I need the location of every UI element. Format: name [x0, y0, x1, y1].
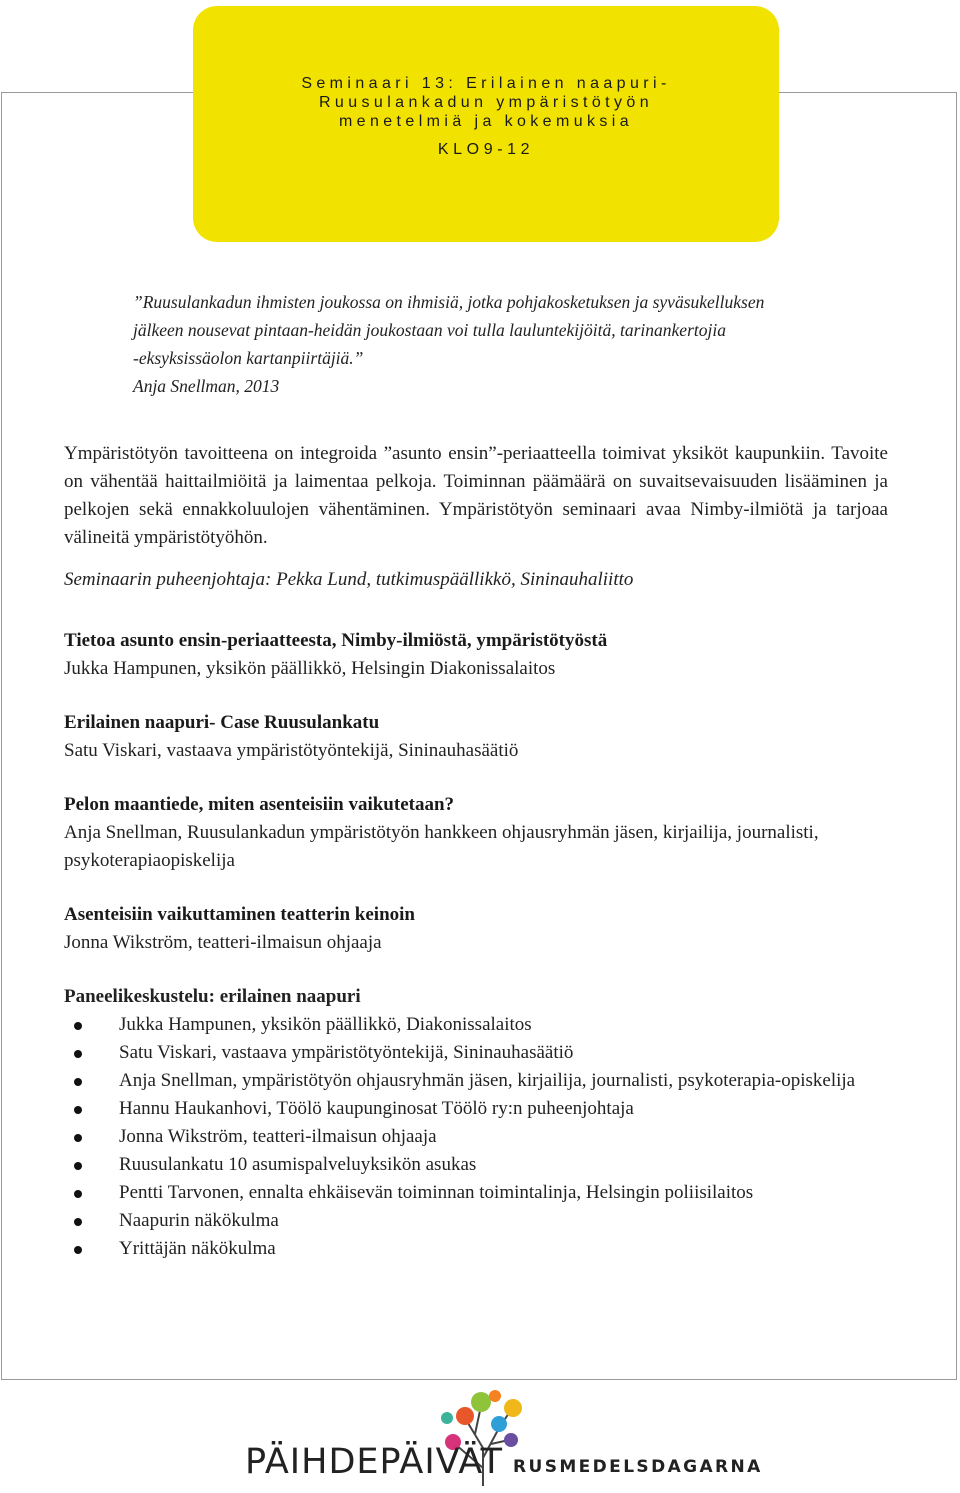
panel-member-list — [64, 1011, 888, 1263]
talk-title: Asenteisiin vaikuttaminen teatterin keinoin — [64, 904, 415, 925]
paihdepaivat-logo — [245, 1388, 763, 1488]
banner-title-line-1: Seminaari 13: Erilainen naapuri- — [301, 75, 671, 92]
panel-member: Yrittäjän näkökulma — [64, 1235, 888, 1263]
panel-member: Jukka Hampunen, yksikön päällikkö, Diakonissalaitos — [64, 1011, 888, 1039]
banner-time: KLO9-12 — [437, 141, 535, 158]
panel-member: Ruusulankatu 10 asumispalveluyksikön asukas — [64, 1151, 888, 1179]
quote-line: -eksyksissäolon kartanpiirtäjiä.” — [133, 348, 364, 368]
quote-line: ”Ruusulankadun ihmisten joukossa on ihmisiä, jotka pohjakosketuksen ja syväsukelluksen — [133, 292, 765, 312]
panel-member: Naapurin näkökulma — [64, 1207, 888, 1235]
program-content — [64, 440, 888, 1263]
talk-title: Tietoa asunto ensin-periaatteesta, Nimby-ilmiöstä, ympäristötyöstä — [64, 630, 608, 651]
talk-item — [64, 627, 888, 683]
seminar-banner — [193, 6, 779, 242]
talk-item — [64, 709, 888, 765]
panel-title: Paneelikeskustelu: erilainen naapuri — [64, 986, 361, 1007]
talk-item — [64, 901, 888, 957]
panel-member: Satu Viskari, vastaava ympäristötyöntekijä, Sininauhasäätiö — [64, 1039, 888, 1067]
logo-wordmark-swedish: RUSMEDELSDAGARNA — [513, 1457, 763, 1477]
talk-item — [64, 791, 888, 875]
talk-title: Erilainen naapuri- Case Ruusulankatu — [64, 712, 380, 733]
quote-author: Anja Snellman, 2013 — [133, 376, 280, 396]
panel-member: Anja Snellman, ympäristötyön ohjausryhmän jäsen, kirjailija, journalisti, psykoterapia-opiskelija — [64, 1067, 888, 1095]
talk-speaker: Jonna Wikström, teatteri-ilmaisun ohjaaja — [64, 932, 382, 953]
banner-title-line-2: Ruusulankadun ympäristötyön — [318, 94, 654, 111]
panel-member: Hannu Haukanhovi, Töölö kaupunginosat Töölö ry:n puheenjohtaja — [64, 1095, 888, 1123]
banner-title-line-3: menetelmiä ja kokemuksia — [338, 113, 634, 130]
talk-speaker: Anja Snellman, Ruusulankadun ympäristötyön hankkeen ohjausryhmän jäsen, kirjailija, journalisti, psykoterapiaopiskelija — [64, 822, 819, 871]
talk-speaker: Jukka Hampunen, yksikön päällikkö, Helsingin Diakonissalaitos — [64, 658, 556, 679]
logo-wordmark: PÄIHDEPÄIVÄT — [245, 1442, 503, 1482]
talk-speaker: Satu Viskari, vastaava ympäristötyöntekijä, Sininauhasäätiö — [64, 740, 519, 761]
talk-title: Pelon maantiede, miten asenteisiin vaikutetaan? — [64, 794, 455, 815]
panel-member: Pentti Tarvonen, ennalta ehkäisevän toiminnan toimintalinja, Helsingin poliisilaitos — [64, 1179, 888, 1207]
quote-block — [133, 288, 833, 400]
panel-member: Jonna Wikström, teatteri-ilmaisun ohjaaja — [64, 1123, 888, 1151]
intro-paragraph: Ympäristötyön tavoitteena on integroida ”asunto ensin”-periaatteella toimivat yksiköt kaupunkiin. Tavoite on vähentää haittailmiöitä ja laimentaa pelkoja. Toiminnan päämäärä on suvaitsevaisuuden lisääminen ja pelkojen sekä ennakkoluulojen vähentäminen. Ympäristötyön seminaari avaa Nimby-ilmiötä ja tarjoaa välineitä ympäristötyöhön. — [64, 443, 888, 548]
seminar-chair: Seminaarin puheenjohtaja: Pekka Lund, tutkimuspäällikkö, Sininauhaliitto — [64, 569, 634, 590]
quote-line: jälkeen nousevat pintaan-heidän joukostaan voi tulla lauluntekijöitä, tarinankertojia — [133, 320, 726, 340]
